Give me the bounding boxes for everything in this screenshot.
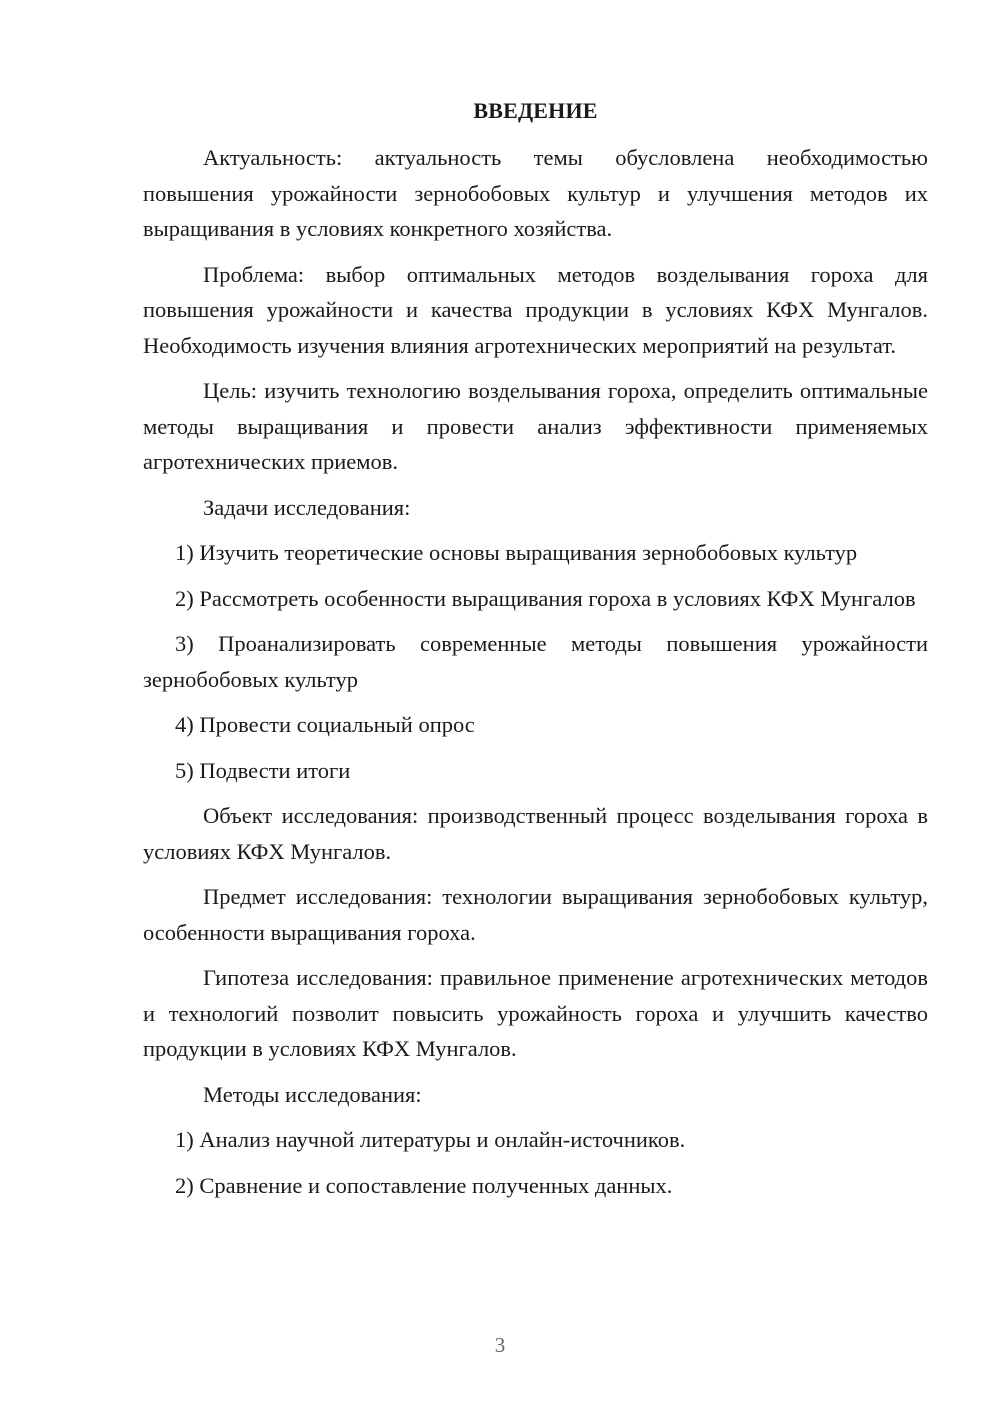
paragraph-problem: Проблема: выбор оптимальных методов возделывания гороха для повышения урожайности и качества продукции в условиях КФХ Мунгалов. Необходимость изучения влияния агротехнических мероприятий на результат. xyxy=(143,261,928,358)
task-item-4: 4) Провести социальный опрос xyxy=(175,712,475,737)
paragraph-relevance: Актуальность: актуальность темы обусловлена необходимостью повышения урожайности зернобобовых культур и улучшения методов их выращивания в условиях конкретного хозяйства. xyxy=(143,145,928,241)
page-content xyxy=(143,96,928,1213)
paragraph-goal: Цель: изучить технологию возделывания гороха, определить оптимальные методы выращивания и провести анализ эффективности применяемых агротехнических приемов. xyxy=(143,378,928,474)
paragraph-hypothesis: Гипотеза исследования: правильное применение агротехнических методов и технологий позволит повысить урожайность гороха и улучшить качество продукции в условиях КФХ Мунгалов. xyxy=(143,965,928,1061)
method-item-2: 2) Сравнение и сопоставление полученных данных. xyxy=(175,1172,673,1198)
task-item-2: 2) Рассмотреть особенности выращивания гороха в условиях КФХ Мунгалов xyxy=(175,585,916,611)
task-item-1: 1) Изучить теоретические основы выращивания зернобобовых культур xyxy=(175,540,858,565)
section-heading: ВВЕДЕНИЕ xyxy=(473,98,598,123)
paragraph-methods-title: Методы исследования: xyxy=(203,1081,422,1107)
page-number: 3 xyxy=(494,1333,506,1357)
task-item-3: 3) Проанализировать современные методы повышения урожайности зернобобовых культур xyxy=(143,631,928,692)
paragraph-object: Объект исследования: производственный процесс возделывания гороха в условиях КФХ Мунгалов. xyxy=(143,803,928,864)
method-item-1: 1) Анализ научной литературы и онлайн-источников. xyxy=(175,1127,686,1152)
paragraph-tasks-title: Задачи исследования: xyxy=(203,494,411,520)
paragraph-subject: Предмет исследования: технологии выращивания зернобобовых культур, особенности выращивания гороха. xyxy=(143,884,928,945)
task-item-5: 5) Подвести итоги xyxy=(175,757,351,783)
